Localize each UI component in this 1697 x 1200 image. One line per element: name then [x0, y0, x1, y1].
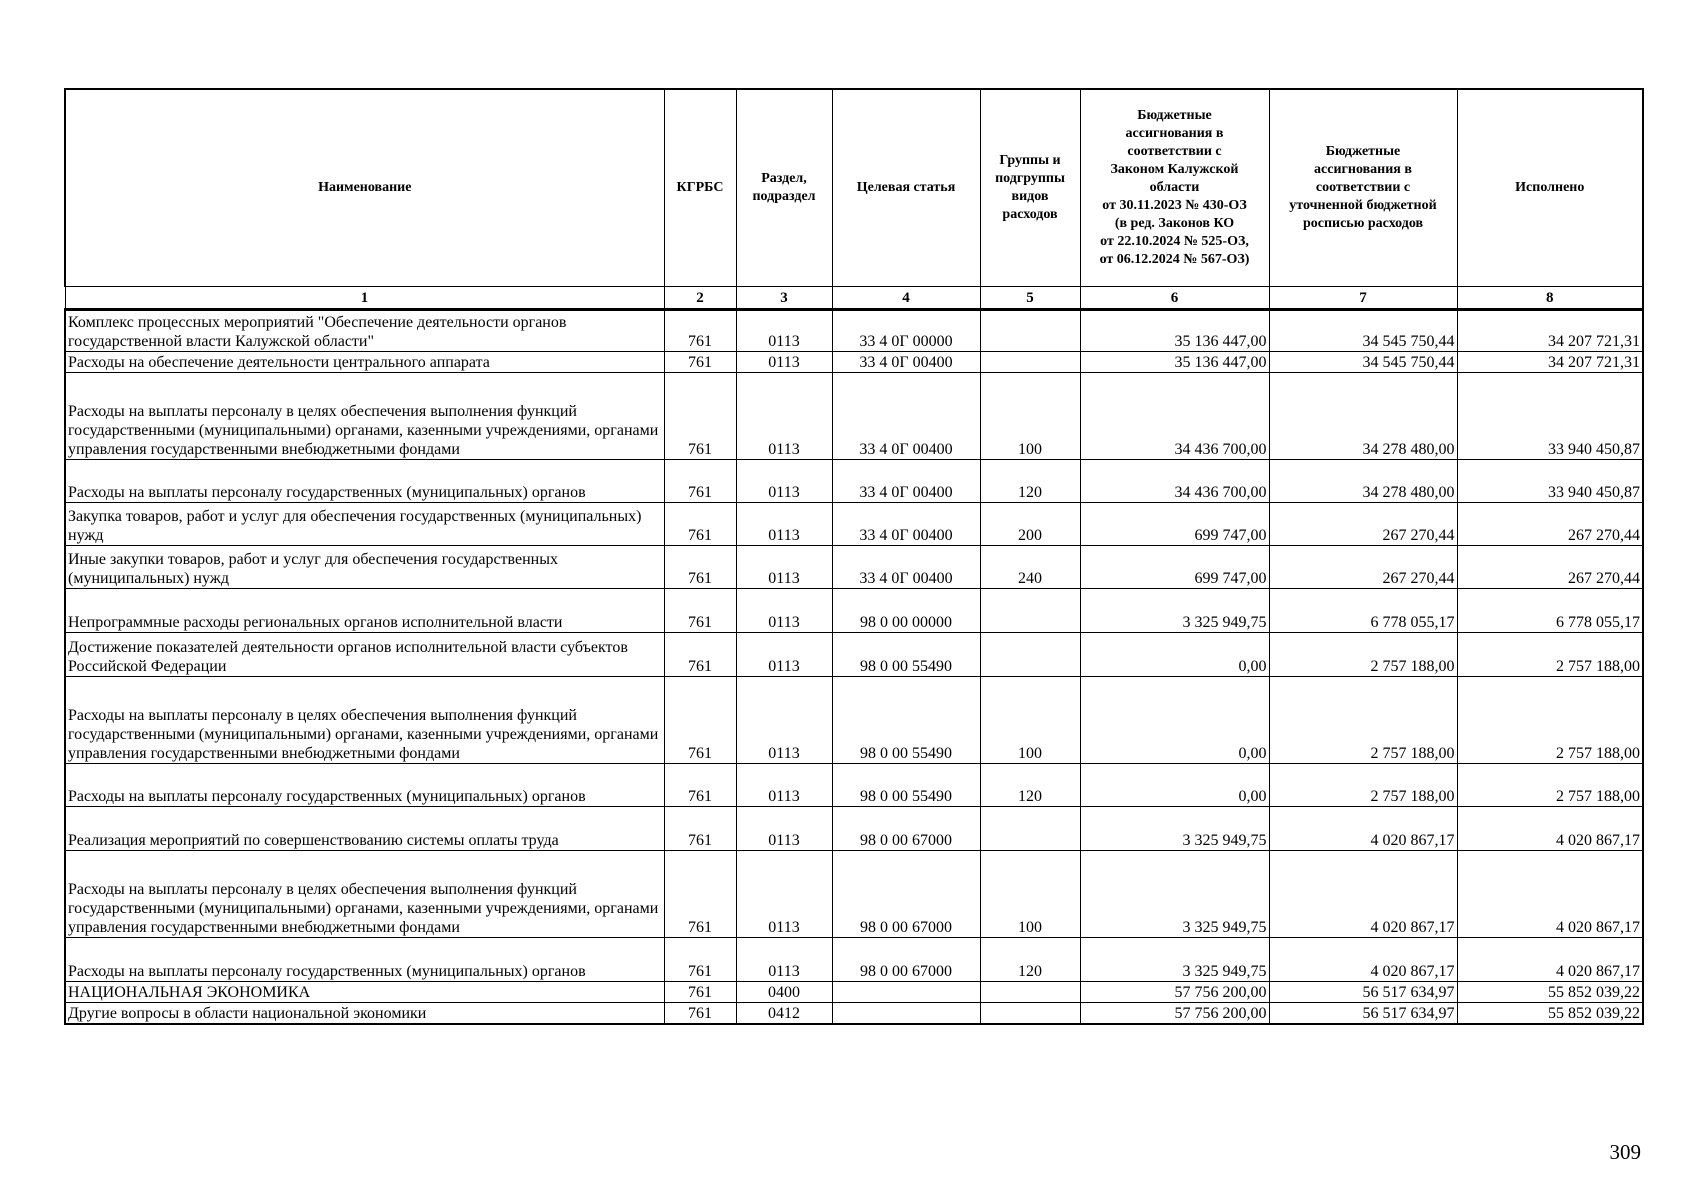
row-expense-group: 120	[980, 460, 1080, 503]
column-number: 7	[1269, 287, 1457, 310]
row-target-article: 33 4 0Г 00400	[832, 460, 980, 503]
header-expense-groups: Группы и подгруппы видов расходов	[980, 89, 1080, 287]
row-section: 0113	[736, 546, 832, 589]
row-section: 0113	[736, 938, 832, 982]
row-expense-group	[980, 589, 1080, 633]
row-section: 0412	[736, 1003, 832, 1024]
page-number: 309	[1609, 1140, 1641, 1164]
row-name: НАЦИОНАЛЬНАЯ ЭКОНОМИКА	[65, 982, 664, 1003]
column-number: 8	[1457, 287, 1643, 310]
header-name: Наименование	[65, 89, 664, 287]
row-refined-allocation: 267 270,44	[1269, 503, 1457, 546]
table-row	[65, 310, 1643, 352]
row-law-allocation: 699 747,00	[1080, 503, 1269, 546]
row-refined-allocation: 6 778 055,17	[1269, 589, 1457, 633]
row-refined-allocation: 2 757 188,00	[1269, 677, 1457, 764]
row-expense-group	[980, 633, 1080, 677]
table-row	[65, 677, 1643, 764]
header-target-article: Целевая статья	[832, 89, 980, 287]
column-number: 3	[736, 287, 832, 310]
row-section: 0113	[736, 310, 832, 352]
row-law-allocation: 3 325 949,75	[1080, 589, 1269, 633]
row-executed: 4 020 867,17	[1457, 851, 1643, 938]
row-name: Закупка товаров, работ и услуг для обеспечения государственных (муниципальных) нужд	[65, 503, 664, 546]
row-kgrbs: 761	[664, 310, 736, 352]
row-expense-group: 200	[980, 503, 1080, 546]
header-executed: Исполнено	[1457, 89, 1643, 287]
row-expense-group	[980, 982, 1080, 1003]
column-number: 4	[832, 287, 980, 310]
row-target-article: 33 4 0Г 00400	[832, 546, 980, 589]
row-law-allocation: 0,00	[1080, 764, 1269, 807]
row-expense-group: 240	[980, 546, 1080, 589]
row-law-allocation: 34 436 700,00	[1080, 460, 1269, 503]
header-law-allocations: Бюджетные ассигнования в соответствии с Законом Калужской области от 30.11.2023 № 430-ОЗ (в ред. Законов КО от 22.10.2024 № 525-ОЗ, от 06.12.2024 № 567-ОЗ)	[1080, 89, 1269, 287]
row-executed: 55 852 039,22	[1457, 1003, 1643, 1024]
row-kgrbs: 761	[664, 460, 736, 503]
row-law-allocation: 35 136 447,00	[1080, 310, 1269, 352]
row-executed: 4 020 867,17	[1457, 938, 1643, 982]
row-executed: 6 778 055,17	[1457, 589, 1643, 633]
column-number-row	[65, 287, 1643, 310]
row-name: Другие вопросы в области национальной экономики	[65, 1003, 664, 1024]
row-expense-group: 100	[980, 373, 1080, 460]
row-target-article: 98 0 00 67000	[832, 938, 980, 982]
row-kgrbs: 761	[664, 503, 736, 546]
row-name: Достижение показателей деятельности органов исполнительной власти субъектов Российской Федерации	[65, 633, 664, 677]
row-name: Расходы на обеспечение деятельности центрального аппарата	[65, 352, 664, 373]
row-refined-allocation: 56 517 634,97	[1269, 982, 1457, 1003]
row-expense-group	[980, 807, 1080, 851]
table-row	[65, 851, 1643, 938]
row-section: 0400	[736, 982, 832, 1003]
table-row	[65, 546, 1643, 589]
row-refined-allocation: 34 278 480,00	[1269, 460, 1457, 503]
row-name: Комплекс процессных мероприятий "Обеспечение деятельности органов государственной власти Калужской области"	[65, 310, 664, 352]
row-executed: 55 852 039,22	[1457, 982, 1643, 1003]
budget-report-sheet	[64, 88, 1642, 1025]
row-name: Расходы на выплаты персоналу государственных (муниципальных) органов	[65, 460, 664, 503]
row-kgrbs: 761	[664, 764, 736, 807]
row-expense-group: 100	[980, 851, 1080, 938]
row-law-allocation: 0,00	[1080, 633, 1269, 677]
row-kgrbs: 761	[664, 546, 736, 589]
header-refined-allocations: Бюджетные ассигнования в соответствии с уточненной бюджетной росписью расходов	[1269, 89, 1457, 287]
row-target-article: 98 0 00 55490	[832, 633, 980, 677]
row-kgrbs: 761	[664, 1003, 736, 1024]
row-target-article: 98 0 00 55490	[832, 677, 980, 764]
row-refined-allocation: 34 278 480,00	[1269, 373, 1457, 460]
row-target-article: 33 4 0Г 00400	[832, 503, 980, 546]
row-law-allocation: 3 325 949,75	[1080, 851, 1269, 938]
row-expense-group: 120	[980, 938, 1080, 982]
table-row	[65, 373, 1643, 460]
row-name: Расходы на выплаты персоналу государственных (муниципальных) органов	[65, 938, 664, 982]
row-kgrbs: 761	[664, 352, 736, 373]
row-refined-allocation: 4 020 867,17	[1269, 851, 1457, 938]
row-section: 0113	[736, 352, 832, 373]
row-expense-group: 100	[980, 677, 1080, 764]
row-kgrbs: 761	[664, 938, 736, 982]
budget-table	[64, 88, 1644, 1025]
header-row	[65, 89, 1643, 287]
row-target-article: 98 0 00 55490	[832, 764, 980, 807]
table-row	[65, 764, 1643, 807]
row-target-article: 98 0 00 67000	[832, 851, 980, 938]
table-row	[65, 982, 1643, 1003]
table-row	[65, 589, 1643, 633]
row-law-allocation: 34 436 700,00	[1080, 373, 1269, 460]
row-section: 0113	[736, 807, 832, 851]
row-target-article	[832, 1003, 980, 1024]
row-executed: 2 757 188,00	[1457, 764, 1643, 807]
row-executed: 267 270,44	[1457, 503, 1643, 546]
row-executed: 33 940 450,87	[1457, 460, 1643, 503]
column-number: 5	[980, 287, 1080, 310]
row-refined-allocation: 267 270,44	[1269, 546, 1457, 589]
row-name: Реализация мероприятий по совершенствованию системы оплаты труда	[65, 807, 664, 851]
table-row	[65, 1003, 1643, 1024]
column-number: 2	[664, 287, 736, 310]
row-law-allocation: 35 136 447,00	[1080, 352, 1269, 373]
row-refined-allocation: 56 517 634,97	[1269, 1003, 1457, 1024]
row-section: 0113	[736, 764, 832, 807]
table-row	[65, 938, 1643, 982]
row-target-article: 33 4 0Г 00400	[832, 373, 980, 460]
row-refined-allocation: 34 545 750,44	[1269, 352, 1457, 373]
row-law-allocation: 57 756 200,00	[1080, 982, 1269, 1003]
row-refined-allocation: 34 545 750,44	[1269, 310, 1457, 352]
row-kgrbs: 761	[664, 677, 736, 764]
row-law-allocation: 57 756 200,00	[1080, 1003, 1269, 1024]
row-kgrbs: 761	[664, 807, 736, 851]
row-law-allocation: 0,00	[1080, 677, 1269, 764]
row-executed: 2 757 188,00	[1457, 677, 1643, 764]
row-name: Расходы на выплаты персоналу в целях обеспечения выполнения функций государственными (муниципальными) органами, казенными учреждениями, органами управления государственными внебюджетными фондами	[65, 373, 664, 460]
row-section: 0113	[736, 373, 832, 460]
row-expense-group	[980, 310, 1080, 352]
row-section: 0113	[736, 677, 832, 764]
row-target-article: 33 4 0Г 00400	[832, 352, 980, 373]
header-kgrbs: КГРБС	[664, 89, 736, 287]
column-number: 1	[65, 287, 664, 310]
row-target-article: 98 0 00 00000	[832, 589, 980, 633]
row-name: Расходы на выплаты персоналу государственных (муниципальных) органов	[65, 764, 664, 807]
row-section: 0113	[736, 851, 832, 938]
row-name: Непрограммные расходы региональных органов исполнительной власти	[65, 589, 664, 633]
row-name: Иные закупки товаров, работ и услуг для обеспечения государственных (муниципальных) нужд	[65, 546, 664, 589]
row-executed: 34 207 721,31	[1457, 352, 1643, 373]
column-number: 6	[1080, 287, 1269, 310]
table-row	[65, 460, 1643, 503]
row-section: 0113	[736, 633, 832, 677]
row-refined-allocation: 4 020 867,17	[1269, 807, 1457, 851]
row-expense-group	[980, 1003, 1080, 1024]
header-section: Раздел, подраздел	[736, 89, 832, 287]
row-executed: 33 940 450,87	[1457, 373, 1643, 460]
table-row	[65, 503, 1643, 546]
row-name: Расходы на выплаты персоналу в целях обеспечения выполнения функций государственными (муниципальными) органами, казенными учреждениями, органами управления государственными внебюджетными фондами	[65, 851, 664, 938]
row-target-article	[832, 982, 980, 1003]
row-refined-allocation: 4 020 867,17	[1269, 938, 1457, 982]
row-refined-allocation: 2 757 188,00	[1269, 633, 1457, 677]
row-executed: 34 207 721,31	[1457, 310, 1643, 352]
row-expense-group	[980, 352, 1080, 373]
row-executed: 267 270,44	[1457, 546, 1643, 589]
row-executed: 2 757 188,00	[1457, 633, 1643, 677]
row-kgrbs: 761	[664, 982, 736, 1003]
row-target-article: 33 4 0Г 00000	[832, 310, 980, 352]
table-row	[65, 807, 1643, 851]
row-kgrbs: 761	[664, 589, 736, 633]
row-kgrbs: 761	[664, 851, 736, 938]
table-row	[65, 352, 1643, 373]
row-section: 0113	[736, 503, 832, 546]
row-law-allocation: 3 325 949,75	[1080, 807, 1269, 851]
table-row	[65, 633, 1643, 677]
row-target-article: 98 0 00 67000	[832, 807, 980, 851]
row-law-allocation: 699 747,00	[1080, 546, 1269, 589]
row-refined-allocation: 2 757 188,00	[1269, 764, 1457, 807]
row-law-allocation: 3 325 949,75	[1080, 938, 1269, 982]
row-executed: 4 020 867,17	[1457, 807, 1643, 851]
row-expense-group: 120	[980, 764, 1080, 807]
row-section: 0113	[736, 460, 832, 503]
row-kgrbs: 761	[664, 633, 736, 677]
row-name: Расходы на выплаты персоналу в целях обеспечения выполнения функций государственными (муниципальными) органами, казенными учреждениями, органами управления государственными внебюджетными фондами	[65, 677, 664, 764]
table-body	[65, 310, 1643, 1024]
row-section: 0113	[736, 589, 832, 633]
row-kgrbs: 761	[664, 373, 736, 460]
